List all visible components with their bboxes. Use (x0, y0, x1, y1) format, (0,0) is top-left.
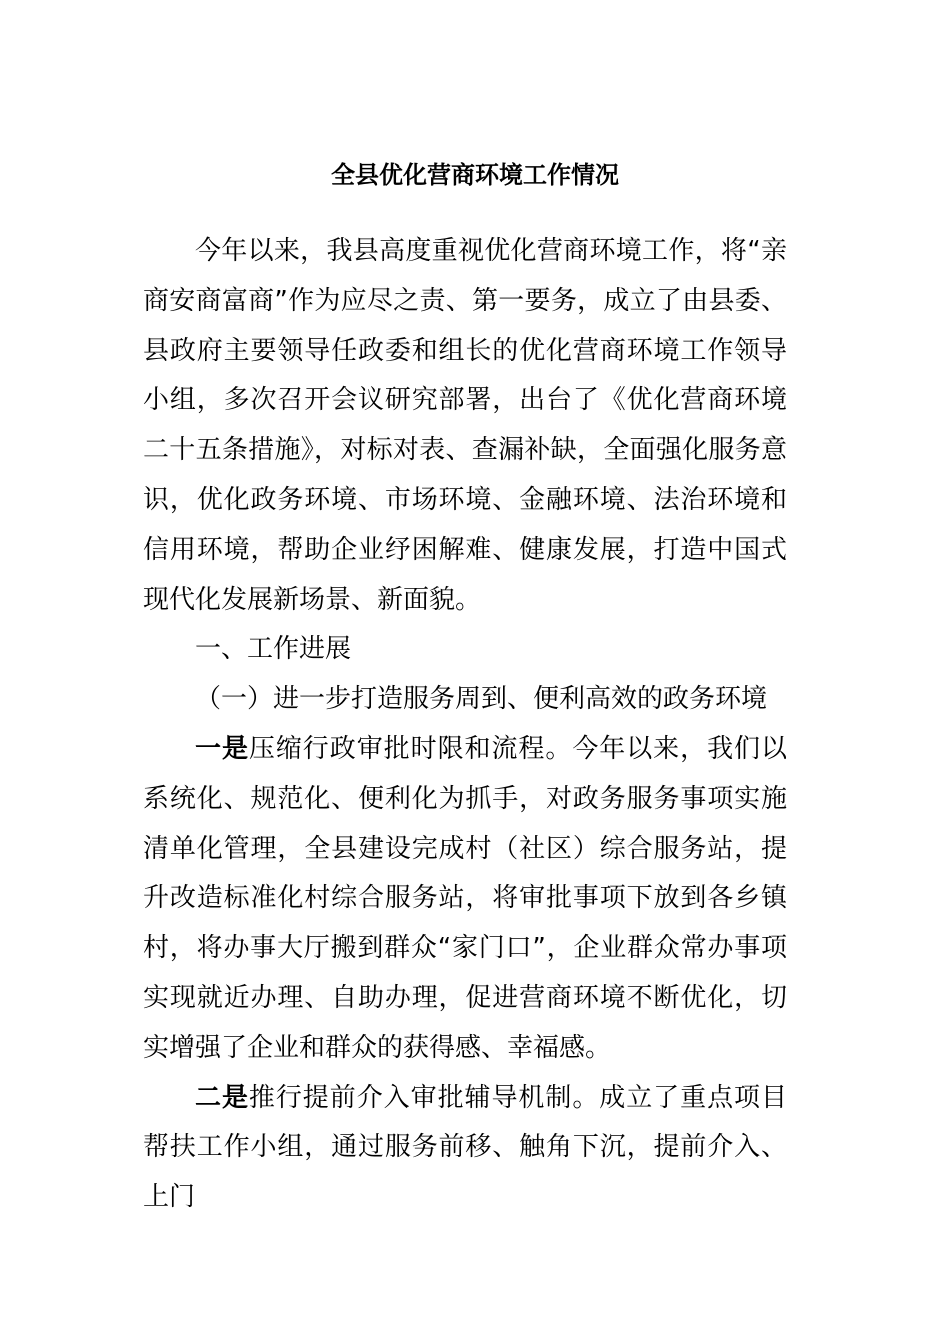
section-heading: 一、工作进展 (195, 634, 352, 665)
item-lead: 一是 (195, 733, 249, 764)
document-title: 全县优化营商环境工作情况 (331, 161, 619, 189)
intro-paragraph: 今年以来，我县高度重视优化营商环境工作，将“亲商安商富商”作为应尽之责、第一要务，成立了由县委、县政府主要领导任政委和组长的优化营商环境工作领导小组，多次召开会议研究部署，出台了《优化营商环境二十五条措施》，对标对表、查漏补缺，全面强化服务意识，优化政务环境、市场环境、金融环境、法治环境和信用环境，帮助企业纾困解难、健康发展，打造中国式现代化发展新场景、新面貌。 (143, 236, 787, 615)
item-paragraph (143, 1074, 787, 1223)
subsection-heading: （一）进一步打造服务周到、便利高效的政务环境 (195, 684, 768, 715)
item-lead: 二是 (195, 1082, 249, 1113)
document-body (143, 227, 787, 1223)
item-text: 压缩行政审批时限和流程。今年以来，我们以系统化、规范化、便利化为抓手，对政务服务事项实施清单化管理，全县建设完成村（社区）综合服务站，提升改造标准化村综合服务站，将审批事项下放到各乡镇村，将办事大厅搬到群众“家门口”，企业群众常办事项实现就近办理、自助办理，促进营商环境不断优化，切实增强了企业和群众的获得感、幸福感。 (143, 733, 787, 1063)
item-paragraph (143, 725, 787, 1074)
item-text: 推行提前介入审批辅导机制。成立了重点项目帮扶工作小组，通过服务前移、触角下沉，提前介入、上门 (143, 1082, 787, 1213)
